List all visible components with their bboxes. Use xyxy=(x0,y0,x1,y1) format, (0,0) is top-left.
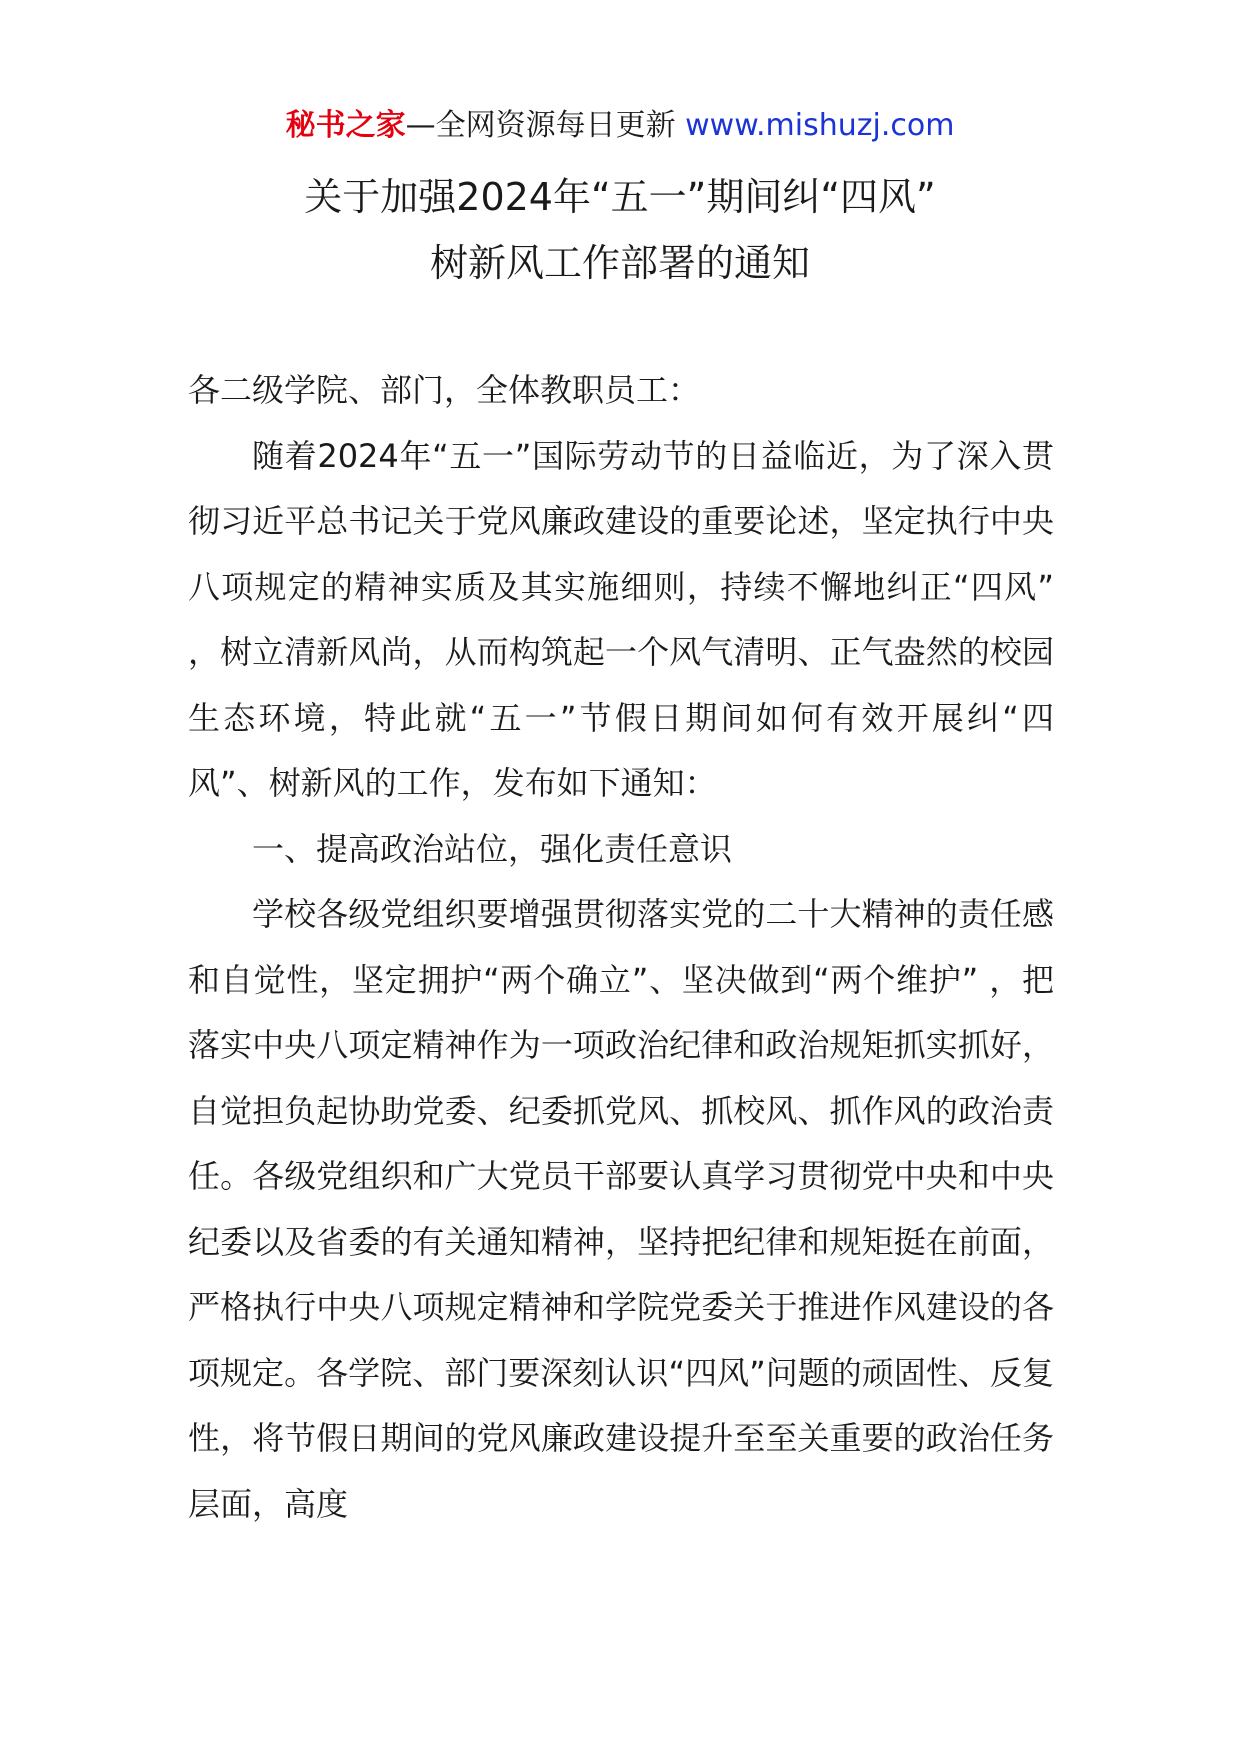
document-title xyxy=(0,164,1240,296)
document-body xyxy=(188,358,1054,1537)
site-url-link[interactable]: www.mishuzj.com xyxy=(685,108,955,143)
header-tagline: —全网资源每日更新 xyxy=(405,108,686,143)
brand-name: 秘书之家 xyxy=(285,108,406,143)
section-1-heading: 一、提高政治站位，强化责任意识 xyxy=(252,829,733,868)
site-header xyxy=(0,104,1240,148)
title-line-2: 树新风工作部署的通知 xyxy=(429,241,810,285)
section-1-paragraph: 学校各级党组织要增强贯彻落实党的二十大精神的责任感和自觉性，坚定拥护“两个确立”、坚决做到“两个维护” ，把落实中央八项定精神作为一项政治纪律和政治规矩抓实抓好，自觉担负起协助党委、纪委抓党风、抓校风、抓作风的政治责任。各级党组织和广大党员干部要认真学习贯彻党中央和中央纪委以及省委的有关通知精神，坚持把纪律和规矩挺在前面，严格执行中央八项规定精神和学院党委关于推进作风建设的各项规定。各学院、部门要深刻认识“四风”问题的顽固性、反复性，将节假日期间的党风廉政建设提升至至关重要的政治任务层面，高度 xyxy=(188,895,1054,1523)
title-line-1: 关于加强2024年“五一”期间纠“四风” xyxy=(304,175,936,219)
salutation: 各二级学院、部门，全体教职员工： xyxy=(188,371,701,409)
intro-paragraph: 随着2024年“五一”国际劳动节的日益临近，为了深入贯彻习近平总书记关于党风廉政建设的重要论述，坚定执行中央八项规定的精神实质及其实施细则，持续不懈地纠正“四风” ，树立清新风尚，从而构筑起一个风气清明、正气盎然的校园生态环境，特此就“五一”节假日期间如何有效开展纠“四风”、树新风的工作，发布如下通知： xyxy=(188,436,1054,802)
